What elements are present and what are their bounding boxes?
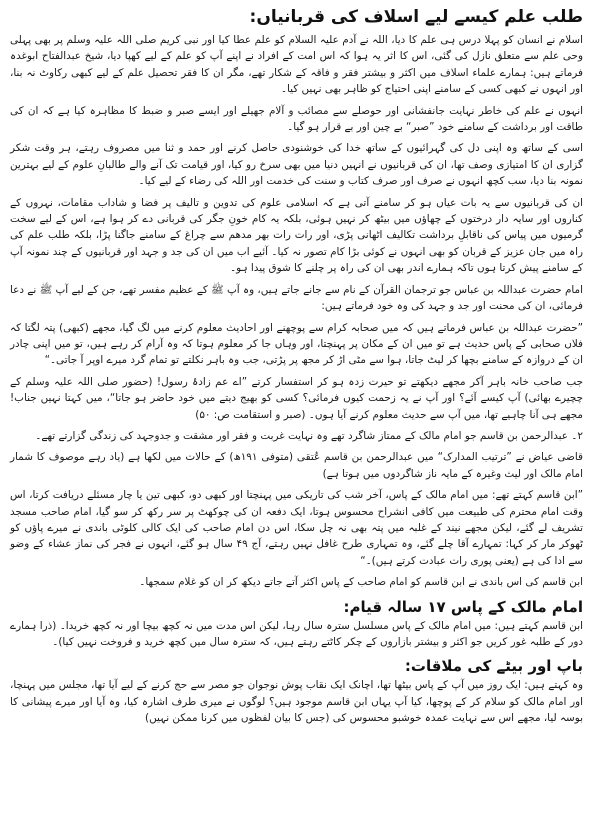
section-heading: امام مالک کے پاس ۱۷ سالہ قیام: <box>343 597 583 616</box>
intro-paragraph: امام حضرت عبداللہ بن عباس جو ترجمان القرآن کے نام سے جانے جاتے ہیں، وہ آپ ﷺ کے عظیم مفسر تھے، جن کے لیے آپ ﷺ نے دعا فرمائی، ان کی محنت اور جد و جہد کی وہ خود فرماتے ہیں: <box>10 283 583 313</box>
intro-paragraph: اسلام نے انسان کو پہلا درس ہی علم کا دیا، اللہ نے آدم علیہ السلام کو علم عطا کیا اور نبی کریم صلی اللہ علیہ وسلم پر بھی پہلی وحی علم سے متعلق نازل کی گئی، اس کا اثر یہ ہوا کہ اس امت کے افراد نے اپنے آپ کو علم کے لیے کھپا دیا، شیخ عبدالفتاح ابوغدہ فرماتے ہیں: ہمارے علماء اسلاف میں اکثر و بیشتر فقر و فاقہ کے شکار تھے، مگر ان کا فقر تحصیل علم کے لیے کبھی رکاوٹ نہ بنا، اور انہوں نے کبھی کسی کے سامنے اپنی احتیاج کو ظاہر بھی نہیں کیا۔ <box>10 34 583 96</box>
section-heading: باپ اور بیٹے کی ملاقات: <box>404 657 583 676</box>
article-title: طلب علم کیسے لیے اسلاف کی قربانیاں: <box>249 7 583 27</box>
section-paragraph: وہ کہتے ہیں: ایک روز میں آپ کے پاس بیٹھا تھا، اچانک ایک نقاب پوش نوجوان جو مصر سے حج کرنے کے لیے آیا تھا، مجلس میں پہنچا، اور امام مالک کو سلام کر کے پوچھا، کیا آپ یہاں ابن قاسم موجود ہیں؟ لوگوں نے میری طرف اشارہ کیا، وہ آیا اور میرے پیشانی کا بوسہ لیا، مجھے اس سے نہایت عمدہ خوشبو محسوس کی (جس کا بیان لفظوں میں کرنا ممکن نہیں) <box>10 679 583 725</box>
intro-paragraph: ۲۔ عبدالرحمن بن قاسم جو امام مالک کے ممتاز شاگرد تھے وہ نہایت غربت و فقر اور مشقت و جدوجہد کی زندگی گزارتے تھے۔ <box>35 429 583 442</box>
intro-paragraph: اسی کے ساتھ وہ اپنی دل کی گہرائیوں کے ساتھ خدا کی خوشنودی حاصل کرنے اور حمد و ثنا میں مصروف رہتے، ہر وقت شکر گزاری ان کا امتیازی وصف تھا، ان کی قربانیوں نے انہیں دنیا میں بھی سرخ رو کیا، اور قیامت تک آنے والے طالبانِ علوم کے لیے بہترین نمونہ بنا دیا، سب کچھ انہوں نے صرف اور صرف کتاب و سنت کی خدمت اور اللہ کی رضاء کے لیے کیا۔ <box>10 142 583 188</box>
quote-paragraph: ”ابن قاسم کہتے تھے: میں امام مالک کے پاس، آخر شب کی تاریکی میں پہنچتا اور کبھی دو، کبھی تین یا چار مسئلے دریافت کرتا، اس وقت امام محترم کی طبیعت میں کافی انشراح محسوس ہوتا، ایک دفعہ ان کی چوکھٹ پر سر رکھ کر سو گیا، امام صاحب مسجد تشریف لے گئے، لیکن مجھے نیند کے غلبہ میں پتہ بھی نہ چل سکا، اس دن امام صاحب کی ایک کالی کلوٹی باندی نے میرے پاؤں کو ٹھوکر مار کر کہا: تمہارے آقا چلے گئے، وہ تمہاری طرح غافل نہیں رہتے، آج ۴۹ سال ہو گئے، انہوں نے فجر کی نماز عشاء کے وضو سے ادا کی ہے (یعنی پوری رات عبادت کرتے ہیں)۔“ <box>10 489 583 567</box>
quote-paragraph: ”حضرت عبداللہ بن عباس فرماتے ہیں کہ میں صحابہ کرام سے پوچھنے اور احادیث معلوم کرنے میں لگ گیا، مجھے (کبھی) پتہ لگتا کہ فلاں صحابی کے پاس حدیث ہے تو میں ان کے مکان پر پہنچتا، اور وہاں جا کر معلوم ہوتا کہ وہ آرام کر رہے ہیں، تو میں اپنی چادر ان کے دروازہ کے سامنے بچھا کر لیٹ جاتا، ہوا سے مٹی اڑ کر مجھ پر پڑتی، جب وہ باہر نکلتے تو تمام گرد میرے اوپر آ جاتی۔“ <box>10 321 583 367</box>
intro-paragraph: ان کی قربانیوں سے یہ بات عیاں ہو کر سامنے آتی ہے کہ اسلامی علوم کی تدوین و تالیف پر فضا و شاداب مقامات، نہروں کے کناروں اور سایہ دار درختوں کے چھاؤں میں بیٹھ کر نہیں ہوئی، بلکہ یہ کام خونِ جگر کی قربانی دے کر ہوا ہے، اس کے لیے سخت گرمیوں میں پیاس کی ناقابلِ برداشت تکالیف اٹھانی پڑی، اور رات رات بھر مدھم سے چراغ کے سامنے جاگنا پڑا، بلکہ طلب علم کی راہ میں جان عزیز کے قربان کو بھی انہوں نے کوئی بڑا کام تصور نہ کیا۔ آئیے اب میں ان کی جد و جہد اور قربانیوں کے چند نمونہ آپ کے سامنے پیش کرتا ہوں تاکہ ہمارے اندر بھی ان کی راہ پر چلنے کا شوق پیدا ہو۔ <box>10 196 583 275</box>
intro-paragraph: جب صاحب خانہ باہر آکر مجھے دیکھتے تو حیرت زدہ ہو کر استفسار کرتے ”اے عم زادۂ رسول! (حضور صلی اللہ علیہ وسلم کے چچیرے بھائی) آپ کیسے آئے؟ اور آپ نے یہ زحمت کیوں فرمائی؟ کسی کو بھیج دیتے میں خود حاضر ہو جاتا“، میں کہتا نہیں جناب! مجھے ہی آنا چاہیے تھا، میں آپ سے حدیث معلوم کرنے آیا ہوں۔ (صبر و استقامت ص: ۵۰) <box>10 375 583 421</box>
section-paragraph: ابن قاسم کہتے ہیں: میں امام مالک کے پاس مسلسل سترہ سال رہا، لیکن اس مدت میں نہ کچھ بیچا اور نہ کچھ خریدا۔ (ذرا ہمارے دور کے طلبہ غور کریں جو اکثر و بیشتر بازاروں کے چکر کاٹتے رہتے ہیں، کہ سترہ سال میں کچھ خرید و فروخت نہیں کیا)۔ <box>10 619 583 648</box>
intro-paragraph: انہوں نے علم کی خاطر نہایت جانفشانی اور حوصلے سے مصائب و آلام جھیلے اور ایسے صبر و ضبط کا مظاہرہ کیا ہے کہ ان کی طاقت اور برداشت کے سامنے خود ”صبر“ بے چین اور بے قرار ہو گیا۔ <box>10 104 583 134</box>
intro-paragraph: ابن قاسم کی اس باندی نے ابن قاسم کو امام صاحب کے پاس اکثر آتے جاتے دیکھ کر ان کو غلام سمجھا۔ <box>139 576 583 589</box>
intro-paragraph: قاضی عیاض نے ”ترتیب المدارک“ میں عبدالرحمن بن قاسم عُتقی (متوفی ۱۹۱ھ) کے حالات میں لکھا ہے (یاد رہے موصوف کا شمار امام مالک اور لیث وغیرہ کے مایہ ناز شاگردوں میں ہوتا ہے) <box>10 451 583 480</box>
